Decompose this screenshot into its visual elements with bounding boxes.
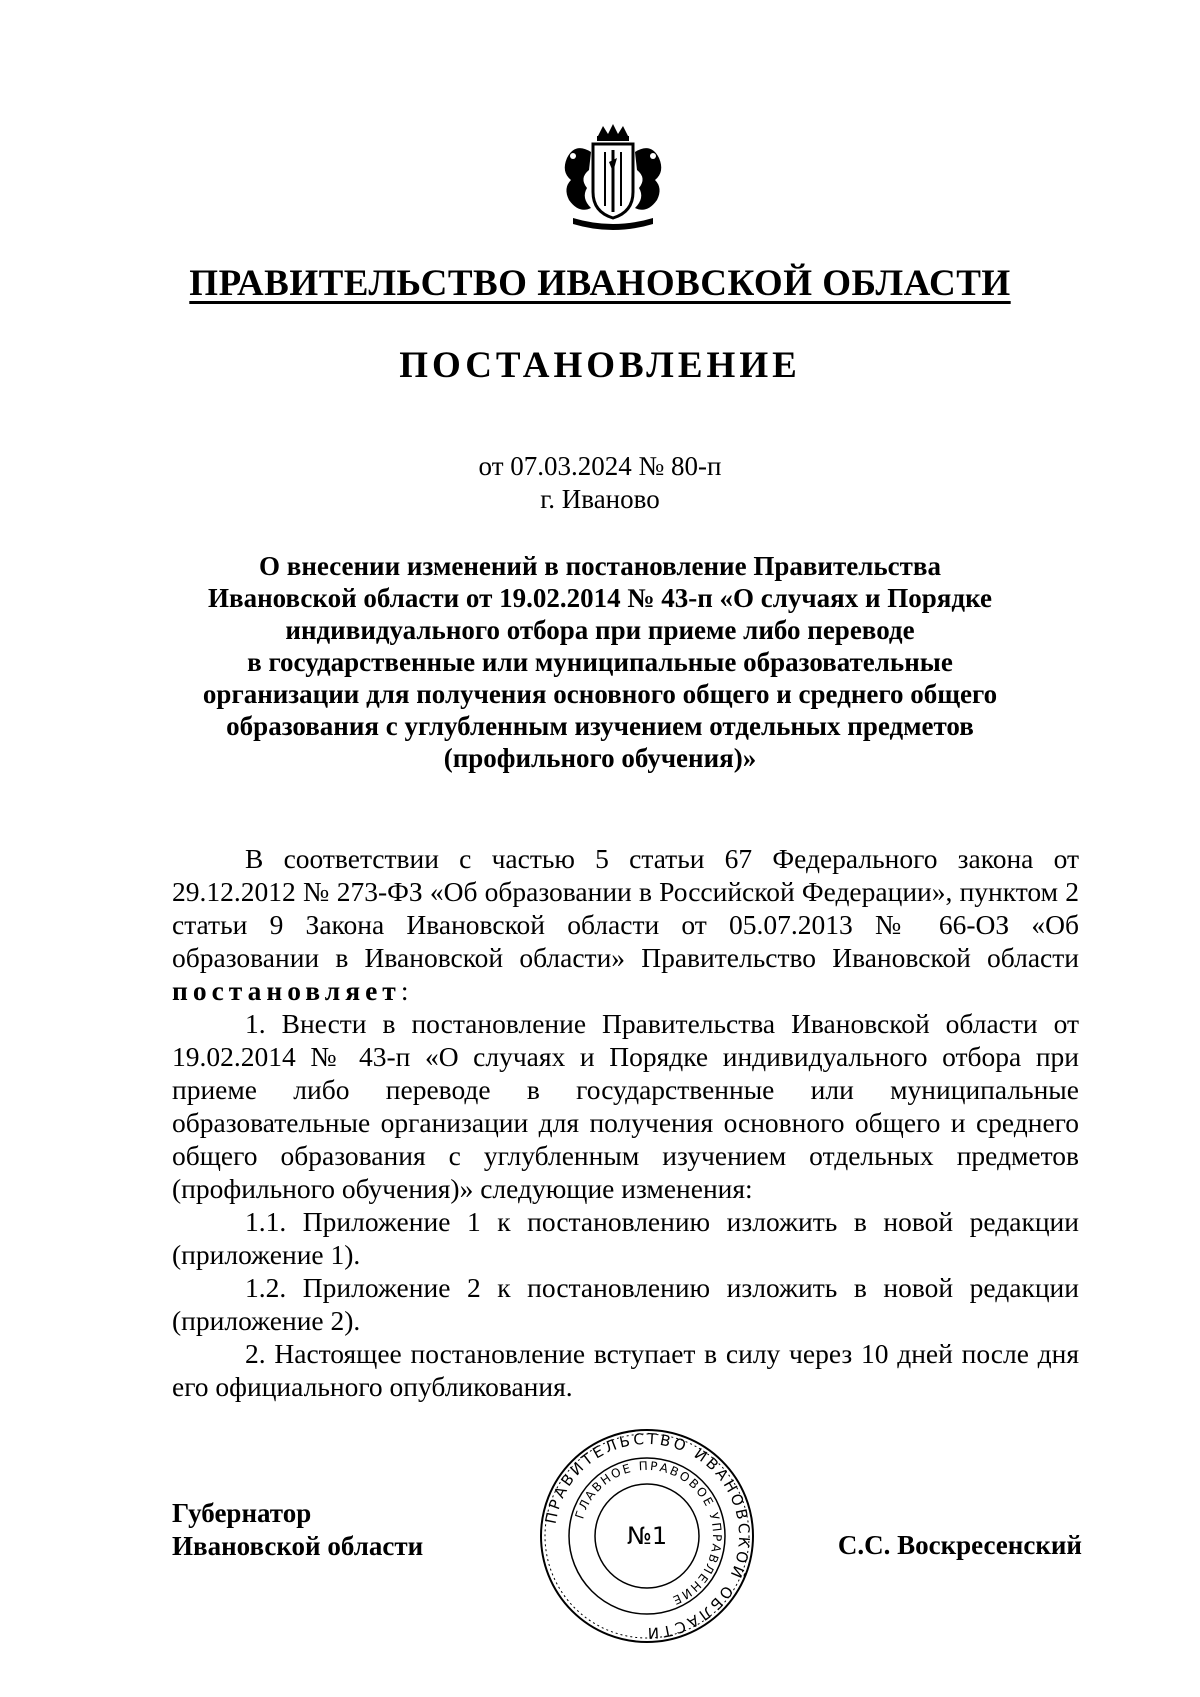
item-1-2: 1.2. Приложение 2 к постановлению изложить в новой редакции (приложение 2). — [172, 1272, 1079, 1336]
seal-outer-text: ПРАВИТЕЛЬСТВО ИВАНОВСКОЙ ОБЛАСТИ — [541, 1429, 754, 1643]
signatory-title-line: Ивановской области — [172, 1531, 424, 1561]
document-meta — [0, 450, 1200, 516]
document-type: ПОСТАНОВЛЕНИЕ — [399, 345, 801, 386]
subject-line: О внесении изменений в постановление Правительства — [259, 551, 941, 581]
signatory-name: С.С. Воскресенский — [837, 1530, 1082, 1560]
subject-line: образования с углубленным изучением отдельных предметов — [226, 711, 974, 741]
item-1-1: 1.1. Приложение 1 к постановлению изложить в новой редакции (приложение 1). — [172, 1206, 1079, 1270]
document-subject — [170, 550, 1030, 774]
subject-line: индивидуального отбора при приеме либо переводе — [285, 615, 915, 645]
seal-number: №1 — [626, 1522, 668, 1550]
subject-line: организации для получения основного общего и среднего общего — [202, 679, 998, 709]
subject-line: Ивановской области от 19.02.2014 № 43-п «О случаях и Порядке — [208, 583, 992, 613]
signatory-title — [172, 1497, 423, 1563]
official-seal-icon — [537, 1426, 757, 1646]
preamble-paragraph — [172, 842, 1079, 1007]
subject-line: (профильного обучения)» — [443, 743, 757, 773]
coat-of-arms-icon — [553, 122, 673, 237]
signatory-title-line: Губернатор — [172, 1498, 312, 1528]
document-body — [172, 842, 1079, 1403]
item-1: 1. Внести в постановление Правительства Ивановской области от 19.02.2014 № 43-п «О случаях и Порядке индивидуального отбора при приеме либо переводе в государственные или муниципальные образовательные организации для получения основного общего и среднего общего образования с углубленным изучением отдельных предметов (профильного обучения)» следующие изменения: — [172, 1008, 1079, 1204]
organization-title: ПРАВИТЕЛЬСТВО ИВАНОВСКОЙ ОБЛАСТИ — [189, 263, 1011, 304]
date-number: от 07.03.2024 № 80-п — [478, 451, 722, 481]
decree-colon: : — [400, 975, 409, 1006]
seal-inner-text: ГЛАВНОЕ ПРАВОВОЕ УПРАВЛЕНИЕ — [572, 1458, 725, 1608]
subject-line: в государственные или муниципальные образовательные — [247, 647, 953, 677]
city: г. Иваново — [540, 484, 660, 514]
preamble-text: В соответствии с частью 5 статьи 67 Федерального закона от 29.12.2012 № 273-ФЗ «Об образовании в Российской Федерации», пунктом 2 статьи 9 Закона Ивановской области от 05.07.2013 № 66-ОЗ «Об образовании в Ивановской области» Правительство Ивановской области — [172, 843, 1079, 973]
decree-word: постановляет — [172, 975, 401, 1006]
item-2: 2. Настоящее постановление вступает в силу через 10 дней после дня его официального опубликования. — [172, 1338, 1079, 1402]
